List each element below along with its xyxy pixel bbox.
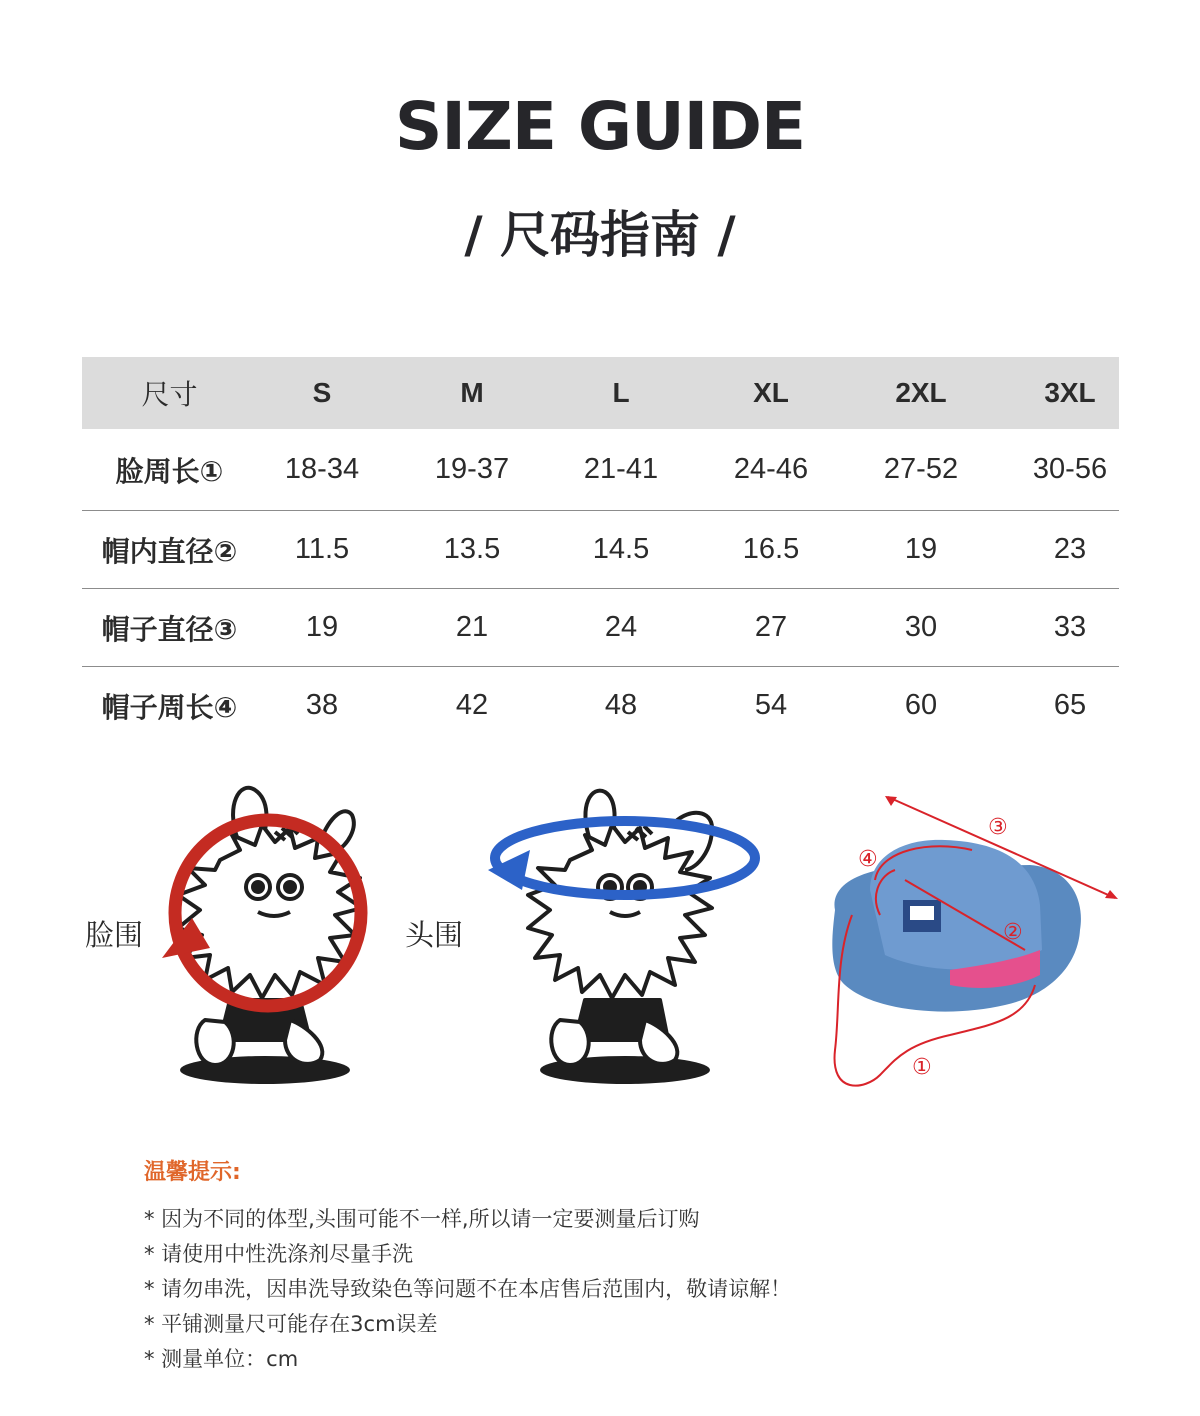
table-cell: 24-46 — [733, 453, 809, 485]
table-cell: 48 — [604, 689, 638, 721]
table-cell: 27 — [754, 611, 788, 643]
table-header — [82, 357, 1119, 429]
row-label: 帽子直径③ — [101, 612, 238, 646]
header-2xl: 2XL — [895, 377, 947, 408]
table-row — [82, 667, 1119, 744]
table-row — [82, 511, 1119, 589]
row-label: 脸周长① — [115, 454, 224, 488]
head-figure-illustration — [528, 791, 712, 1084]
marker-2-icon: ② — [1003, 920, 1023, 945]
table-cell: 24 — [604, 611, 638, 643]
table-row — [82, 429, 1119, 511]
tips-title: 温馨提示: — [144, 1160, 241, 1185]
table-cell: 30 — [904, 611, 938, 643]
table-cell: 14.5 — [592, 533, 650, 565]
header-m: M — [460, 377, 484, 408]
marker-4-icon: ④ — [858, 847, 878, 872]
tips-list — [144, 1202, 791, 1377]
table-cell: 23 — [1053, 533, 1087, 565]
header-xl: XL — [753, 377, 789, 408]
table-cell: 13.5 — [443, 533, 501, 565]
table-cell: 30-56 — [1032, 453, 1108, 485]
tip-item: * 请使用中性洗涤剂尽量手洗 — [144, 1242, 414, 1266]
table-cell: 65 — [1053, 689, 1087, 721]
table-cell: 54 — [754, 689, 788, 721]
row-label: 帽内直径② — [101, 534, 238, 568]
face-figure-illustration — [178, 788, 362, 1084]
header-l: L — [612, 377, 630, 408]
marker-3-icon: ③ — [988, 815, 1008, 840]
row-label: 帽子周长④ — [101, 690, 238, 724]
table-cell: 60 — [904, 689, 938, 721]
tip-item: * 测量单位：cm — [144, 1347, 299, 1371]
header-size-label: 尺寸 — [141, 378, 198, 411]
table-cell: 42 — [455, 689, 489, 721]
measurement-diagrams — [0, 770, 1200, 1110]
tip-item: * 平铺测量尺可能存在3cm误差 — [144, 1312, 438, 1336]
table-cell: 27-52 — [883, 453, 959, 485]
table-cell: 38 — [305, 689, 339, 721]
table-cell: 16.5 — [742, 533, 800, 565]
table-cell: 19-37 — [434, 453, 510, 485]
table-cell: 21-41 — [583, 453, 659, 485]
table-cell: 11.5 — [294, 533, 350, 565]
page-title-cn: / 尺码指南 / — [464, 206, 736, 264]
table-cell: 21 — [455, 611, 489, 643]
tip-item: * 请勿串洗，因串洗导致染色等问题不在本店售后范围内，敬请谅解！ — [144, 1277, 792, 1301]
marker-1-icon: ① — [912, 1055, 932, 1080]
face-circumference-label: 脸围 — [85, 918, 144, 952]
table-row — [82, 589, 1119, 667]
page-title-en: SIZE GUIDE — [394, 88, 806, 165]
head-circumference-label: 头围 — [405, 918, 464, 952]
size-table — [82, 357, 1119, 744]
table-cell: 19 — [904, 533, 938, 565]
header-s: S — [312, 377, 332, 408]
table-cell: 19 — [305, 611, 339, 643]
header-3xl: 3XL — [1044, 377, 1096, 408]
table-cell: 33 — [1053, 611, 1087, 643]
tip-item: * 因为不同的体型,头围可能不一样,所以请一定要测量后订购 — [144, 1207, 700, 1231]
table-cell: 18-34 — [284, 453, 360, 485]
